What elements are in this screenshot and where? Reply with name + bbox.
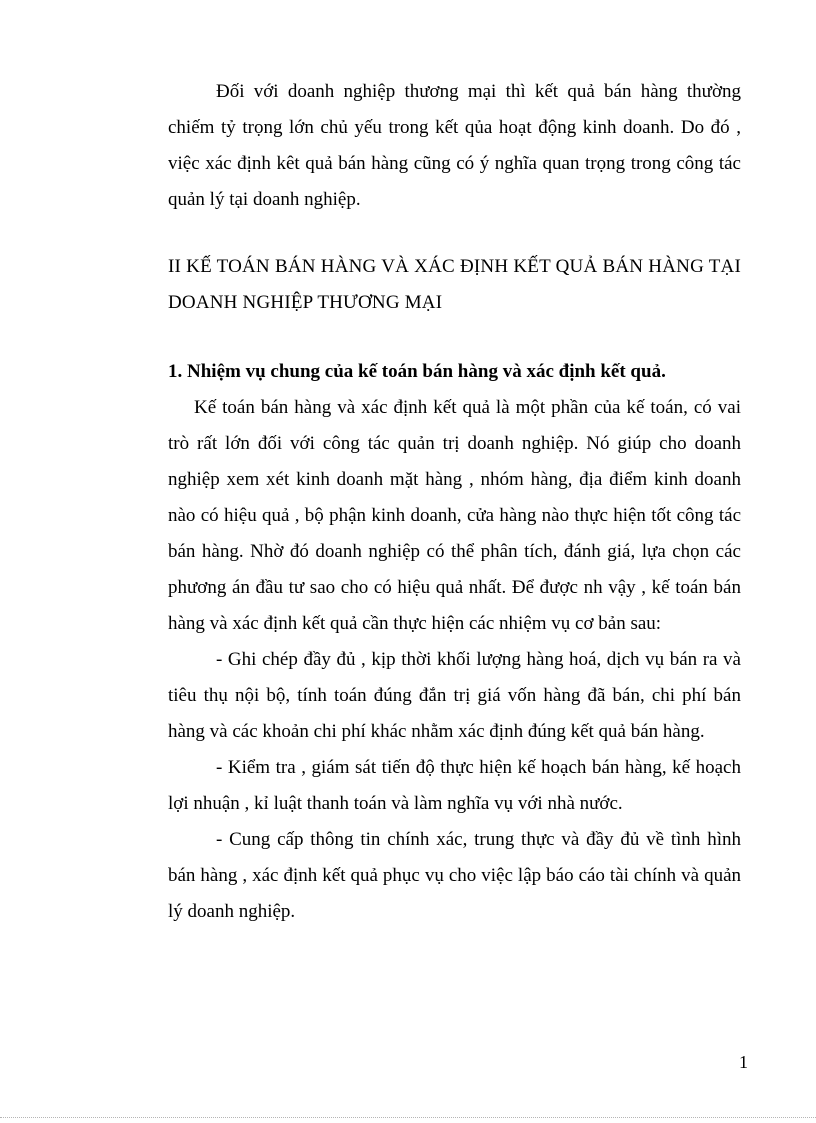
task-item-provide-information: - Cung cấp thông tin chính xác, trung thực và đầy đủ về tình hình bán hàng , xác định kết quả phục vụ cho việc lập báo cáo tài chính và quản lý doanh nghiệp.	[168, 829, 741, 922]
page-number: 1	[739, 1052, 748, 1072]
spacer	[168, 321, 741, 354]
document-page	[168, 74, 741, 930]
body-paragraph: Kế toán bán hàng và xác định kết quả là một phần của kế toán, có vai trò rất lớn đối với công tác quản trị doanh nghiệp. Nó giúp cho doanh nghiệp xem xét kinh doanh mặt hàng , nhóm hàng, địa điểm kinh doanh nào có hiệu quả , bộ phận kinh doanh, cửa hàng nào thực hiện tốt công tác bán hàng. Nhờ đó doanh nghiệp có thể phân tích, đánh giá, lựa chọn các phương án đầu tư sao cho có hiệu quả nhất. Để được nh vậy , kế toán bán hàng và xác định kết quả cần thực hiện các nhiệm vụ cơ bản sau:	[168, 397, 741, 634]
task-item-monitor-progress: - Kiểm tra , giám sát tiến độ thực hiện kế hoạch bán hàng, kế hoạch lợi nhuận , kỉ luật thanh toán và làm nghĩa vụ với nhà nước.	[168, 757, 741, 814]
subsection-heading: 1. Nhiệm vụ chung của kế toán bán hàng và xác định kết quả.	[168, 361, 666, 382]
section-heading: II KẾ TOÁN BÁN HÀNG VÀ XÁC ĐỊNH KẾT QUẢ BÁN HÀNG TẠI DOANH NGHIỆP THƯƠNG MẠI	[168, 256, 741, 313]
spacer	[168, 218, 741, 249]
page-bottom-divider	[0, 1117, 816, 1118]
task-item-record-sales: - Ghi chép đầy đủ , kịp thời khối lượng hàng hoá, dịch vụ bán ra và tiêu thụ nội bộ, tính toán đúng đắn trị giá vốn hàng đã bán, chi phí bán hàng và các khoản chi phí khác nhằm xác định đúng kết quả bán hàng.	[168, 649, 741, 742]
intro-paragraph: Đối với doanh nghiệp thương mại thì kết quả bán hàng thường chiếm tỷ trọng lớn chủ yếu trong kết qủa hoạt động kinh doanh. Do đó , việc xác định kêt quả bán hàng cũng có ý nghĩa quan trọng trong công tác quản lý tại doanh nghiệp.	[168, 81, 741, 210]
